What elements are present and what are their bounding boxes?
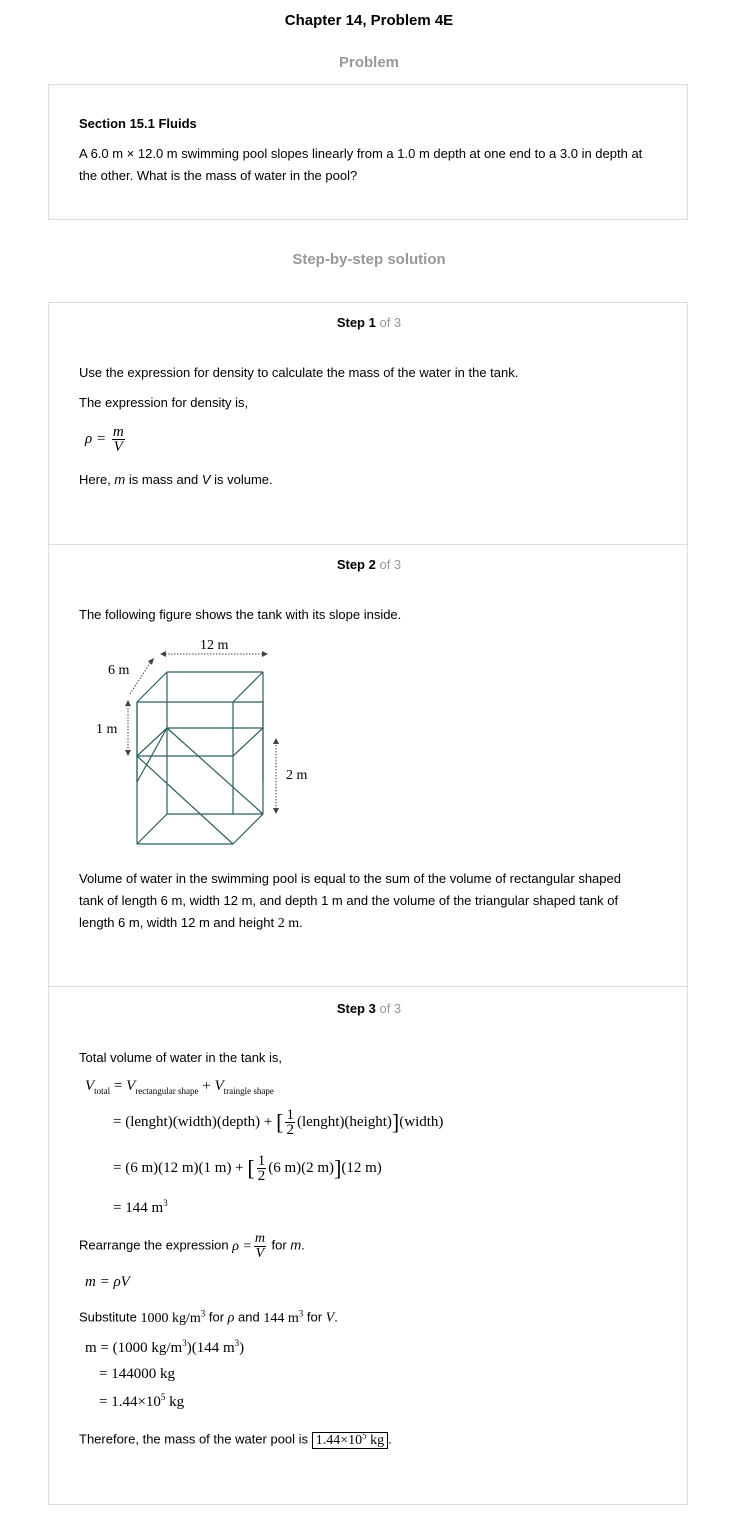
- mass-eq-1: [85, 1338, 244, 1357]
- eq1-v: V: [85, 1078, 95, 1094]
- problem-text: A 6.0 m × 12.0 m swimming pool slopes linearly from a 1.0 m depth at one end to a 3.0 in depth at the other. What is the mass of water in the pool?: [79, 146, 643, 183]
- step-1-line2: The expression for density is,: [79, 395, 249, 410]
- m1-sup1: 3: [182, 1338, 187, 1348]
- m1-c: ): [239, 1340, 245, 1356]
- eq3-tail: (12 m): [341, 1159, 382, 1176]
- figure-depth-label: 1 m: [96, 722, 118, 737]
- eq3-half-den: 2: [257, 1168, 266, 1184]
- eq3-a: = (6 m)(12 m)(1 m) +: [113, 1159, 244, 1176]
- step-1-number: Step 1: [336, 315, 376, 330]
- eq1-sub-rect: rectangular shape: [135, 1086, 199, 1096]
- eq1-sub-total: total: [94, 1086, 111, 1096]
- rearrange-text: Rearrange the expression: [79, 1237, 229, 1253]
- m3-unit: kg: [169, 1394, 185, 1410]
- eq1-v3: V: [214, 1078, 224, 1094]
- step-3-number: Step 3: [336, 1001, 376, 1016]
- figure-width-label: 6 m: [108, 663, 130, 678]
- m3-a: = 1.44×10: [99, 1394, 161, 1410]
- eq4-a: = 144 m: [113, 1200, 164, 1216]
- subst-v2-wrap: [263, 1308, 304, 1326]
- step-2-number: Step 2: [336, 557, 376, 572]
- step-1-of: of 3: [379, 315, 402, 330]
- step-2-para-text: Volume of water in the swimming pool is equal to the sum of the volume of rectangular shaped tank of length 6 m, width 12 m, and depth 1 m and the volume of the triangular shaped tank of length 6 m, width 12 m and height: [79, 871, 621, 930]
- density-num: m: [112, 424, 124, 440]
- subst-a: Substitute: [79, 1309, 137, 1325]
- m1-a: m = (1000 kg/m: [85, 1340, 183, 1356]
- answer-unit: kg: [370, 1432, 385, 1448]
- conclusion-line: [79, 1424, 649, 1452]
- step-2-para-height: 2 m: [277, 916, 300, 931]
- subst-rho: ρ: [227, 1310, 235, 1326]
- step-2-of: of 3: [379, 557, 402, 572]
- m3-exp: 5: [160, 1392, 166, 1402]
- rearrange-lhs: ρ =: [232, 1238, 252, 1254]
- subst-v1-sup: 3: [200, 1308, 206, 1318]
- substitute-line: [79, 1302, 649, 1330]
- subst-and: and: [238, 1309, 260, 1325]
- step-2-line1: The following figure shows the tank with its slope inside.: [79, 607, 402, 622]
- subst-for1: for: [208, 1309, 225, 1325]
- rearrange-m: m: [290, 1237, 302, 1253]
- eq-volume-general: = (lenght)(width)(depth) + [ $\frac{1}{2}$ (lenght)(height)](width): [113, 1107, 444, 1138]
- m-rho-v: m = ρV: [85, 1274, 130, 1290]
- rearrange-den: V: [255, 1246, 265, 1261]
- eq3-inner: (6 m)(2 m): [268, 1159, 335, 1176]
- rearrange-for: for: [271, 1237, 291, 1253]
- eq-volume-total: $V_{total} = V_{rectangular shape} + V_{traingle shape}$: [85, 1078, 274, 1096]
- step-1-box: [48, 302, 688, 545]
- subst-v2: 144 m: [263, 1310, 299, 1326]
- density-fraction: [112, 425, 125, 454]
- subst-for2: for: [306, 1309, 323, 1325]
- problem-section-title: Section 15.1 Fluids: [79, 116, 197, 131]
- here-m: m: [114, 472, 126, 487]
- eq4-sup: 3: [163, 1198, 168, 1208]
- figure-height-label: 2 m: [286, 768, 308, 783]
- here-mid: is mass and: [125, 472, 202, 487]
- mass-eq-3: [99, 1392, 184, 1411]
- rearrange-line: [79, 1232, 649, 1261]
- tank-figure: [90, 632, 330, 852]
- here-v: V: [201, 472, 211, 487]
- step-2-label: [49, 557, 689, 572]
- step-3-of: of 3: [379, 1001, 402, 1016]
- subst-V: V: [325, 1310, 335, 1326]
- solution-heading: Step-by-step solution: [292, 251, 446, 268]
- here-a: Here,: [79, 472, 115, 487]
- subst-v1-wrap: [140, 1308, 206, 1326]
- eq3-half-num: 1: [257, 1153, 266, 1169]
- subst-v2-sup: 3: [298, 1308, 304, 1318]
- eq-volume-result: [113, 1198, 168, 1217]
- step-3-label: [49, 1001, 689, 1016]
- density-den: V: [113, 439, 123, 455]
- eq2-inner: (lenght)(height): [296, 1113, 392, 1130]
- m1-sup2: 3: [234, 1338, 240, 1348]
- eq-volume-numeric: = (6 m)(12 m)(1 m) + [ $\frac{1}{2}$ (6 m)(2 m)](12 m): [113, 1153, 382, 1184]
- eq2-half-den: 2: [286, 1122, 294, 1138]
- eq1-v2: V: [126, 1078, 136, 1094]
- rearrange-end: .: [301, 1237, 305, 1253]
- here-end: is volume.: [210, 472, 273, 487]
- eq1-sub-tri: traingle shape: [223, 1086, 274, 1096]
- step-1-label: [49, 315, 689, 330]
- step-1-line1: Use the expression for density to calculate the mass of the water in the tank.: [79, 365, 519, 380]
- subst-v1: 1000 kg/m: [140, 1310, 201, 1326]
- mass-eq-2: = 144000 kg: [99, 1366, 175, 1382]
- subst-end: .: [334, 1309, 338, 1325]
- figure-length-label: 12 m: [200, 638, 229, 653]
- eq2-tail: (width): [399, 1113, 444, 1130]
- density-formula: [85, 425, 127, 454]
- step-3-line1: Total volume of water in the tank is,: [79, 1050, 283, 1065]
- answer-box: [312, 1432, 388, 1449]
- eq2-half-num: 1: [286, 1107, 294, 1123]
- answer-value: 1.44×10: [315, 1432, 363, 1448]
- answer-exp: 5: [362, 1430, 367, 1440]
- density-lhs: ρ =: [85, 430, 107, 447]
- step-2-paragraph: [79, 868, 649, 935]
- conclusion-end: .: [388, 1431, 392, 1447]
- conclusion-text: Therefore, the mass of the water pool is: [79, 1431, 309, 1447]
- page-title: Chapter 14, Problem 4E: [284, 12, 454, 29]
- step-2-para-end: .: [299, 915, 303, 930]
- step-1-here: [79, 469, 649, 491]
- eq2-a: = (lenght)(width)(depth) +: [113, 1113, 273, 1130]
- m1-b: )(144 m: [186, 1340, 235, 1356]
- rearrange-num: m: [254, 1231, 266, 1246]
- problem-heading: Problem: [338, 54, 399, 71]
